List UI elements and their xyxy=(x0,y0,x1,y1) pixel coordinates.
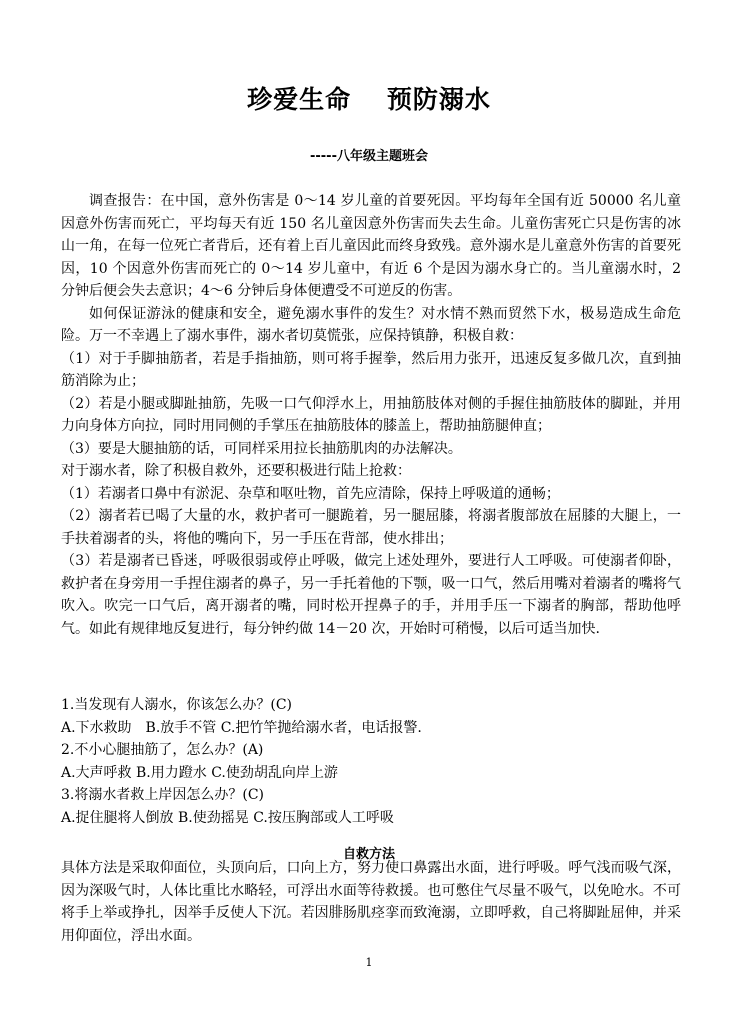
rescue-method-paragraph: 具体方法是采取仰面位，头顶向后，口向上方，努力使口鼻露出水面，进行呼吸。呼气浅而吸气深，因为深吸气时，人体比重比水略轻，可浮出水面等待救援。也可憋住气尽量不吸气，以免呛水。不可将手上举或挣扎，因举手反使人下沉。若因腓肠肌痉挛而致淹溺，立即呼救，自己将脚趾屈伸，并采用仰面位，浮出水面。 xyxy=(61,860,681,944)
self-rescue-step-3: （3）要是大腿抽筋的话，可同样采用拉长抽筋肌肉的办法解决。 xyxy=(61,440,462,457)
land-rescue-intro: 对于溺水者，除了积极自救外，还要积极进行陆上抢救： xyxy=(61,463,411,479)
rescue-method-section xyxy=(61,857,681,947)
land-rescue-step-2: （2）溺者若已喝了大量的水，救护者可一腿跪着，另一腿屈膝，将溺者腹部放在屈膝的大腿上，一手扶着溺者的头，将他的嘴向下，另一手压在背部，使水排出； xyxy=(61,508,681,547)
quiz-options-2: A.大声呼救 B.用力蹬水 C.使劲胡乱向岸上游 xyxy=(61,764,338,781)
land-rescue-step-3: （3）若是溺者已昏迷，呼吸很弱或停止呼吸，做完上述处理外，要进行人工呼吸。可使溺者仰卧，救护者在身旁用一手捏住溺者的鼻子，另一手托着他的下颚，吸一口气，然后用嘴对着溺者的嘴将气吹入。吹完一口气后，离开溺者的嘴，同时松开捏鼻子的手，并用手压一下溺者的胸部，帮助他呼气。如此有规律地反复进行，每分钟约做 14－20 次，开始时可稍慢，以后可适当加快. xyxy=(61,553,681,637)
self-rescue-step-1: （1）对于手脚抽筋者，若是手指抽筋，则可将手握拳，然后用力张开，迅速反复多做几次，直到抽筋消除为止； xyxy=(61,350,681,389)
main-body xyxy=(61,190,681,640)
section-heading: 自救方法 xyxy=(342,847,395,862)
quiz-question-3: 3.将溺水者救上岸因怎么办？(C) xyxy=(61,787,264,803)
page-title: 珍爱生命 预防溺水 xyxy=(247,85,491,114)
quiz-options-3: A.捉住腿将人倒放 B.使劲摇晃 C.按压胸部或人工呼吸 xyxy=(61,809,394,826)
quiz-question-1: 1.当发现有人溺水，你该怎么办？(C) xyxy=(61,697,292,713)
quiz-question-2: 2.不小心腿抽筋了，怎么办？(A) xyxy=(61,742,264,758)
self-rescue-step-2: （2）若是小腿或脚趾抽筋，先吸一口气仰浮水上，用抽筋肢体对侧的手握住抽筋肢体的脚趾，并用力向身体方向拉，同时用同侧的手掌压在抽筋肢体的膝盖上，帮助抽筋腿伸直； xyxy=(61,395,681,434)
survey-paragraph: 调查报告：在中国，意外伤害是 0～14 岁儿童的首要死因。平均每年全国有近 50000 名儿童因意外伤害而死亡，平均每天有近 150 名儿童因意外伤害而失去生命。儿童伤害死亡只是伤害的冰山一角，在每一位死亡者背后，还有着上百儿童因此而终身致残。意外溺水是儿童意外伤害的首要死因，10 个因意外伤害而死亡的 0～14 岁儿童中，有近 6 个是因为溺水身亡的。当儿童溺水时，2 分钟后便会失去意识；4～6 分钟后身体便遭受不可逆反的伤害。 xyxy=(61,193,681,299)
page-subtitle: -----八年级主题班会 xyxy=(310,149,428,164)
quiz-options-1: A.下水救助 B.放手不管 C.把竹竿抛给溺水者，电话报警. xyxy=(61,719,422,736)
safety-paragraph: 如何保证游泳的健康和安全，避免溺水事件的发生？对水情不熟而贸然下水，极易造成生命危险。万一不幸遇上了溺水事件，溺水者切莫慌张，应保持镇静，积极自救： xyxy=(61,305,681,344)
quiz-section xyxy=(61,694,681,829)
land-rescue-step-1: （1）若溺者口鼻中有淤泥、杂草和呕吐物，首先应清除，保持上呼吸道的通畅； xyxy=(61,485,560,502)
page-number: 1 xyxy=(365,956,373,969)
